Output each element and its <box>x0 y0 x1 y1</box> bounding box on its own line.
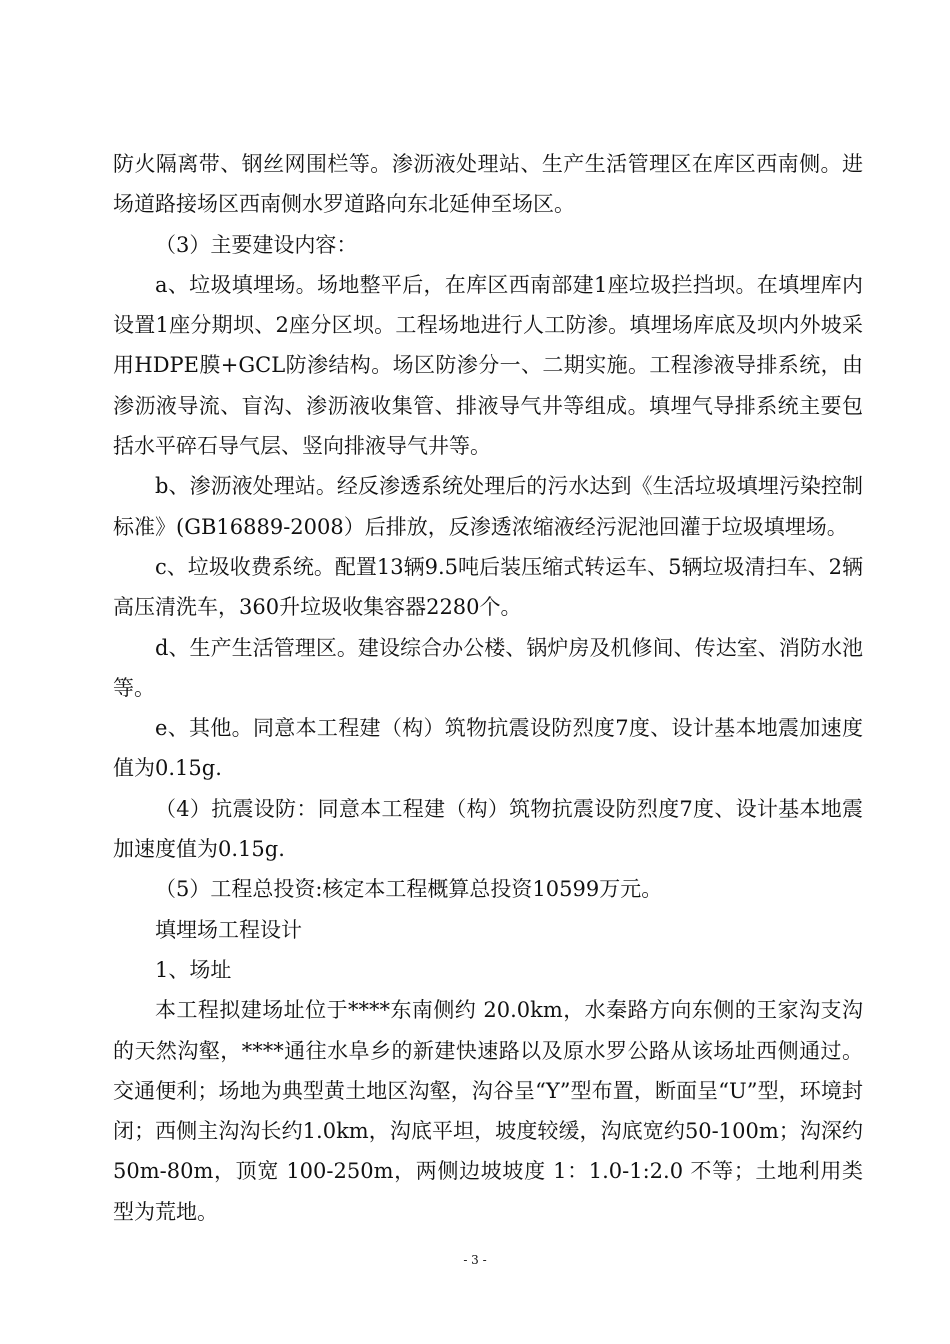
paragraph-seismic: （4）抗震设防：同意本工程建（构）筑物抗震设防烈度7度、设计基本地震加速度值为0.15g. <box>113 796 863 862</box>
paragraph-site-description: 本工程拟建场址位于****东南侧约 20.0km，水秦路方向东侧的王家沟支沟的天然沟壑，****通往水阜乡的新建快速路以及原水罗公路从该场址西侧通过。交通便利；场地为典型黄土地区沟壑，沟谷呈“Y”型布置，断面呈“U”型，环境封闭；西侧主沟沟长约1.0km，沟底平坦，坡度较缓，沟底宽约50-100m；沟深约50m-80m，顶宽 100-250m，两侧边坡坡度 1：1.0-1:2.0 不等；土地利用类型为荒地。 <box>113 998 863 1224</box>
page-number: - 3 - <box>463 1253 487 1267</box>
paragraph-other: e、其他。同意本工程建（构）筑物抗震设防烈度7度、设计基本地震加速度值为0.15g. <box>113 716 863 781</box>
paragraph-investment: （5）工程总投资:核定本工程概算总投资10599万元。 <box>155 877 663 902</box>
paragraph-landfill: a、垃圾填埋场。场地整平后，在库区西南部建1座垃圾拦挡坝。在填埋库内设置1座分期坝、2座分区坝。工程场地进行人工防渗。填埋场库底及坝内外坡采用HDPE膜+GCL防渗结构。场区防渗分一、二期实施。工程渗液导排系统，由渗沥液导流、盲沟、渗沥液收集管、排液导气井等组成。填埋气导排系统主要包括水平碎石导气层、竖向排液导气井等。 <box>113 272 863 459</box>
section-heading-landfill-design: 填埋场工程设计 <box>155 917 302 942</box>
paragraph-heading-main-construction: （3）主要建设内容： <box>155 232 358 257</box>
paragraph-fire-barrier: 防火隔离带、钢丝网围栏等。渗沥液处理站、生产生活管理区在库区西南侧。进场道路接场区西南侧水罗道路向东北延伸至场区。 <box>113 152 863 217</box>
paragraph-leachate-station: b、渗沥液处理站。经反渗透系统处理后的污水达到《生活垃圾填埋污染控制标准》(GB16889-2008）后排放，反渗透浓缩液经污泥池回灌于垃圾填埋场。 <box>113 474 863 539</box>
section-heading-site: 1、场址 <box>155 957 232 982</box>
paragraph-management-area: d、生产生活管理区。建设综合办公楼、锅炉房及机修间、传达室、消防水池等。 <box>113 635 863 700</box>
document-body <box>113 144 863 1232</box>
paragraph-collection-system: c、垃圾收费系统。配置13辆9.5吨后装压缩式转运车、5辆垃圾清扫车、2辆高压清洗车，360升垃圾收集容器2280个。 <box>113 554 863 620</box>
